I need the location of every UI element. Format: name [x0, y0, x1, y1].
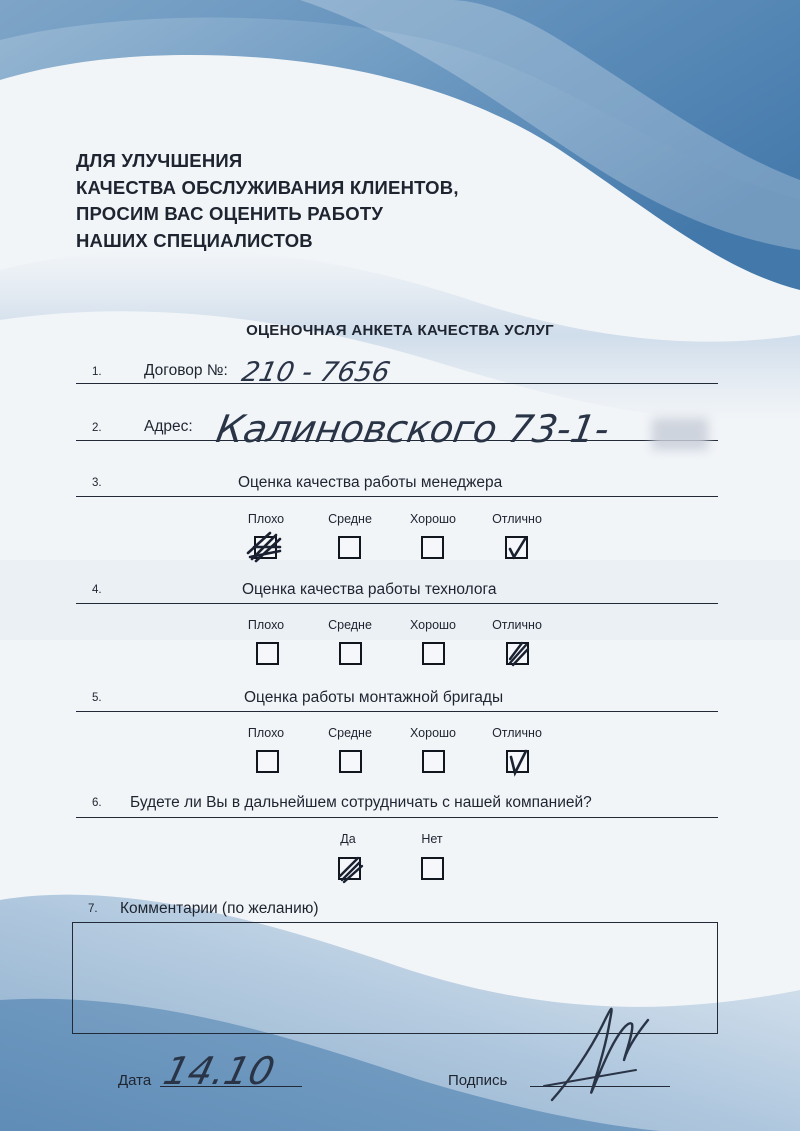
q4-option-poor-label: Плохо [247, 618, 285, 632]
q4-number: 4. [92, 584, 102, 596]
q7-label: Комментарии (по желанию) [120, 900, 319, 917]
q3-label: Оценка качества работы менеджера [238, 474, 503, 491]
q4-checkbox-poor[interactable] [256, 642, 279, 665]
svg-text:Калиновского 73-1-: Калиновского 73-1- [212, 407, 613, 452]
date-label: Дата [118, 1072, 152, 1089]
signature-label: Подпись [448, 1072, 508, 1089]
redacted-apartment-number [652, 418, 708, 450]
svg-text:14.10: 14.10 [159, 1049, 279, 1094]
q3-option-average-label: Средне [328, 512, 372, 526]
check-mark [334, 852, 366, 884]
svg-text:210 - 7656: 210 - 7656 [239, 357, 393, 388]
header-line-1: ДЛЯ УЛУЧШЕНИЯ [76, 150, 243, 171]
scribble-mark [250, 531, 282, 563]
check-mark [502, 637, 534, 669]
q6-checkbox-no[interactable] [421, 857, 444, 880]
q6-option-yes-label: Да [340, 832, 356, 846]
check-mark [501, 531, 533, 563]
q4-checkbox-excellent[interactable] [506, 642, 529, 665]
q6-label: Будете ли Вы в дальнейшем сотрудничать с нашей компанией? [130, 794, 592, 811]
date-handwritten-value[interactable] [159, 1042, 288, 1094]
q5-option-excellent-label: Отлично [492, 726, 542, 740]
q1-handwritten-value[interactable] [239, 355, 436, 389]
q2-label: Адрес: [144, 418, 193, 435]
check-mark [502, 745, 534, 777]
q3-option-poor-label: Плохо [247, 512, 285, 526]
q4-checkbox-good[interactable] [422, 642, 445, 665]
q3-underline [76, 496, 718, 497]
q5-option-average-label: Средне [328, 726, 372, 740]
q6-underline [76, 817, 718, 818]
q5-checkbox-poor[interactable] [256, 750, 279, 773]
q4-label: Оценка качества работы технолога [242, 581, 497, 598]
q5-checkbox-excellent[interactable] [506, 750, 529, 773]
q5-option-good-label: Хорошо [409, 726, 457, 740]
q5-underline [76, 711, 718, 712]
q3-checkbox-excellent[interactable] [505, 536, 528, 559]
q6-number: 6. [92, 797, 102, 809]
q4-option-excellent-label: Отлично [492, 618, 542, 632]
header-line-2: КАЧЕСТВА ОБСЛУЖИВАНИЯ КЛИЕНТОВ, [76, 176, 459, 198]
q3-option-good-label: Хорошо [409, 512, 457, 526]
q5-option-poor-label: Плохо [247, 726, 285, 740]
q5-number: 5. [92, 692, 102, 704]
q5-checkbox-good[interactable] [422, 750, 445, 773]
q4-option-average-label: Средне [328, 618, 372, 632]
q3-checkbox-average[interactable] [338, 536, 361, 559]
page-header [76, 148, 459, 254]
q4-underline [76, 603, 718, 604]
q3-checkbox-poor-struck[interactable] [254, 536, 277, 559]
q3-checkbox-good[interactable] [421, 536, 444, 559]
q5-checkbox-average[interactable] [339, 750, 362, 773]
q2-number: 2. [92, 422, 102, 434]
q3-number: 3. [92, 477, 102, 489]
header-line-3: ПРОСИМ ВАС ОЦЕНИТЬ РАБОТУ [76, 203, 384, 224]
q6-checkbox-yes[interactable] [338, 857, 361, 880]
q4-checkbox-average[interactable] [339, 642, 362, 665]
signature-scribble[interactable] [540, 990, 660, 1110]
q6-option-no-label: Нет [421, 832, 443, 846]
q7-number: 7. [88, 903, 98, 915]
q4-option-good-label: Хорошо [409, 618, 457, 632]
q3-option-excellent-label: Отлично [492, 512, 542, 526]
form-title: ОЦЕНОЧНАЯ АНКЕТА КАЧЕСТВА УСЛУГ [246, 322, 554, 339]
q2-handwritten-value[interactable] [212, 400, 662, 454]
q5-label: Оценка работы монтажной бригады [244, 689, 504, 706]
header-line-4: НАШИХ СПЕЦИАЛИСТОВ [76, 229, 313, 251]
q1-number: 1. [92, 366, 102, 378]
q1-label: Договор №: [144, 362, 228, 379]
